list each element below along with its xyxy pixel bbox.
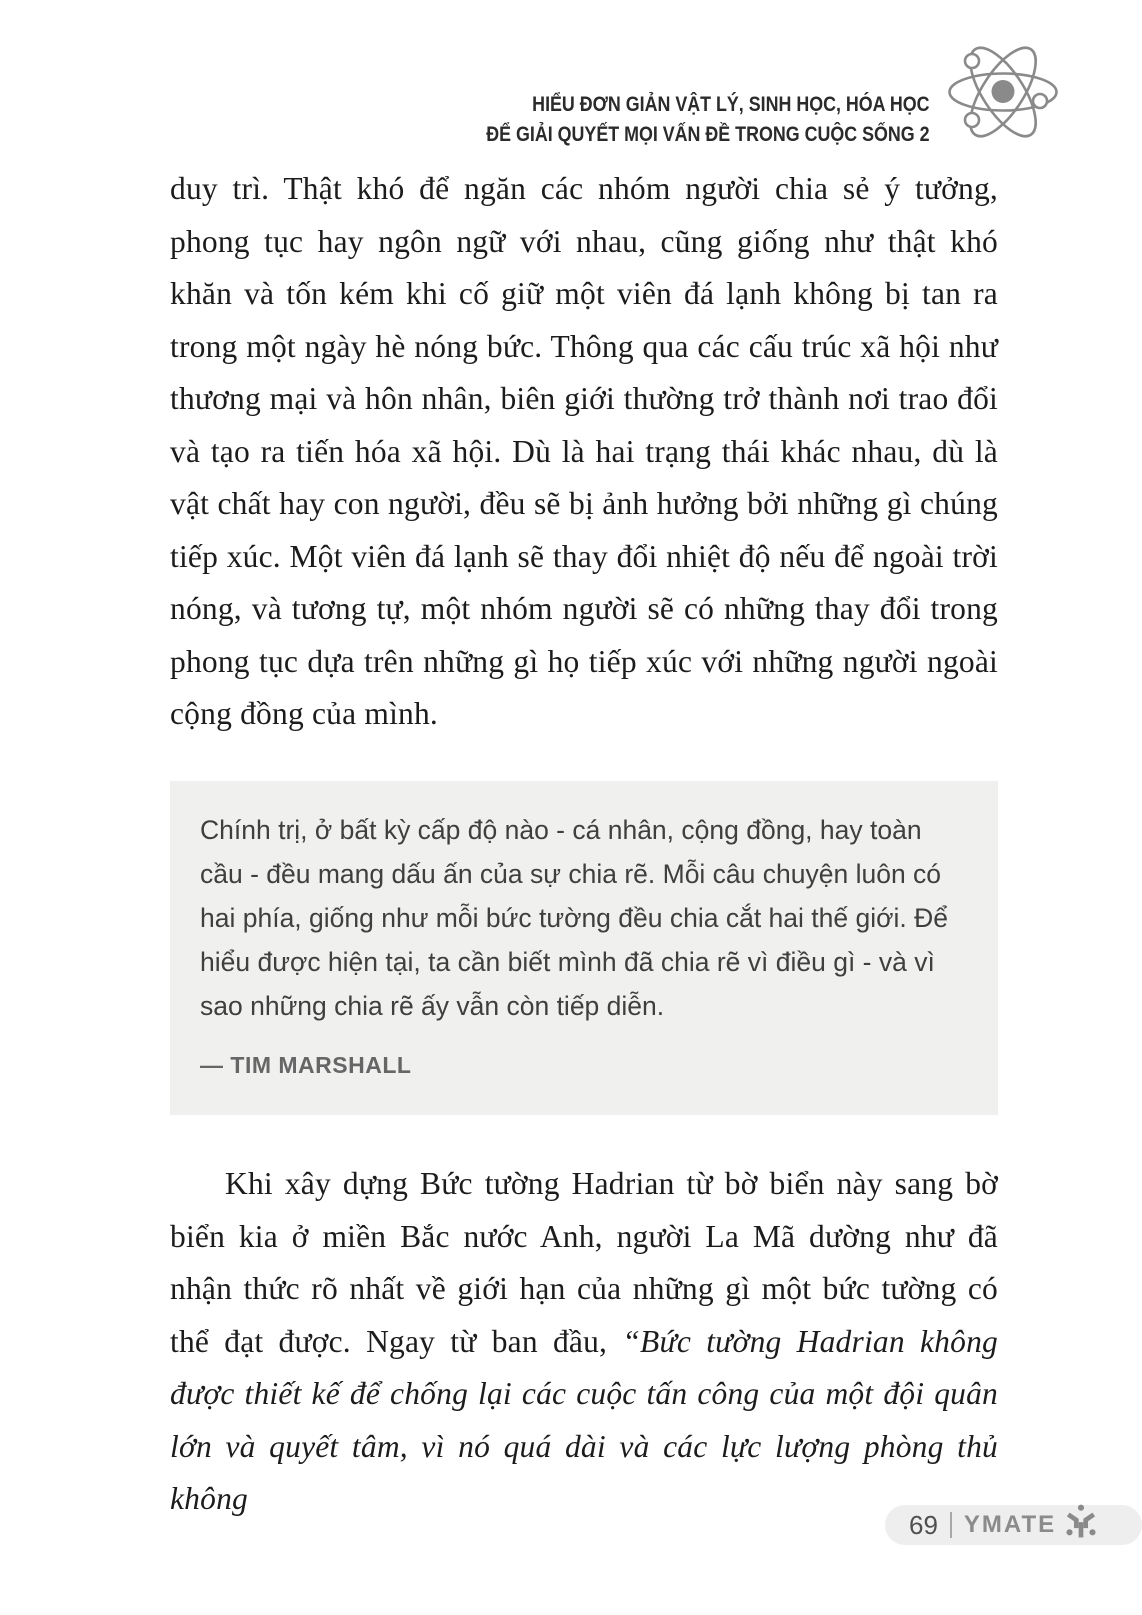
- footer-pill: [885, 1505, 1142, 1545]
- ymate-logo-icon: [1064, 1504, 1098, 1542]
- page-number: 69: [909, 1509, 938, 1540]
- paragraph-2-italic-quote: “Bức tường Hadrian không được thiết kế để chống lại các cuộc tấn công của một đội quân lớn và quyết tâm, vì nó quá dài và các lực lượng phòng thủ không: [170, 1323, 998, 1516]
- quote-text: Chính trị, ở bất kỳ cấp độ nào - cá nhân, cộng đồng, hay toàn cầu - đều mang dấu ấn của sự chia rẽ. Mỗi câu chuyện luôn có hai phía, giống như mỗi bức tường đều chia cắt hai thế giới. Để hiểu được hiện tại, ta cần biết mình đã chia rẽ vì điều gì - và vì sao những chia rẽ ấy vẫn còn tiếp diễn.: [200, 815, 948, 1021]
- footer-divider: [950, 1512, 952, 1538]
- quote-attribution: — TIM MARSHALL: [200, 1052, 412, 1078]
- atom-icon: [948, 42, 1058, 143]
- body-paragraph-2: [170, 1158, 998, 1526]
- book-title-header: [408, 90, 930, 150]
- publisher-brand: YMATE: [963, 1511, 1057, 1538]
- body-paragraph-1: duy trì. Thật khó để ngăn các nhóm người chia sẻ ý tưởng, phong tục hay ngôn ngữ với nhau, cũng giống như thật khó khăn và tốn kém khi cố giữ một viên đá lạnh không bị tan ra trong một ngày hè nóng bức. Thông qua các cấu trúc xã hội như thương mại và hôn nhân, biên giới thường trở thành nơi trao đổi và tạo ra tiến hóa xã hội. Dù là hai trạng thái khác nhau, dù là vật chất hay con người, đều sẽ bị ảnh hưởng bởi những gì chúng tiếp xúc. Một viên đá lạnh sẽ thay đổi nhiệt độ nếu để ngoài trời nóng, và tương tự, một nhóm người sẽ có những thay đổi trong phong tục dựa trên những gì họ tiếp xúc với những người ngoài cộng đồng của mình.: [170, 171, 998, 731]
- quote-box: [170, 781, 998, 1115]
- book-title-line-1: HIỂU ĐƠN GIẢN VẬT LÝ, SINH HỌC, HÓA HỌC: [532, 93, 930, 116]
- paragraph-2-normal-text: Khi xây dựng Bức tường Hadrian từ bờ biển này sang bờ biển kia ở miền Bắc nước Anh, người La Mã dường như đã nhận thức rõ nhất về giới hạn của những gì một bức tường có thể đạt được. Ngay từ ban đầu,: [170, 1166, 998, 1359]
- book-title-line-2: ĐỂ GIẢI QUYẾT MỌI VẤN ĐỀ TRONG CUỘC SỐNG 2: [486, 123, 930, 146]
